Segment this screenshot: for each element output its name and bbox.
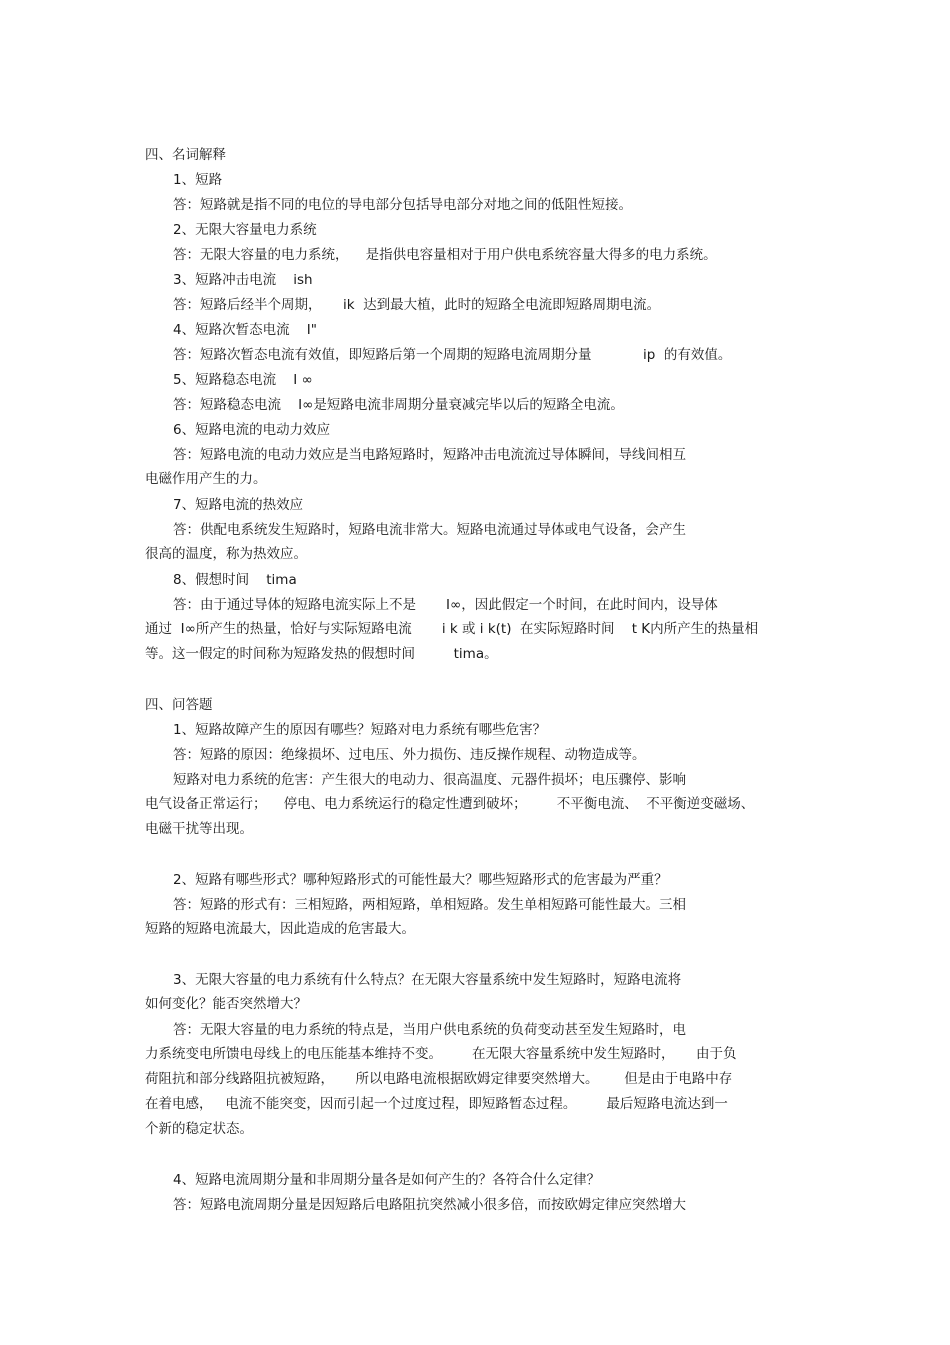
answer-line: 答：短路稳态电流 I∞是短路电流非周期分量衰减完毕以后的短路全电流。 <box>173 397 624 413</box>
answer-line: 个新的稳定状态。 <box>145 1121 253 1137</box>
term-heading: 8、假想时间 tima <box>173 572 297 588</box>
answer-line: 短路对电力系统的危害：产生很大的电动力、很高温度、元器件损坏；电压骤停、影响 <box>173 772 686 788</box>
question-line: 如何变化？能否突然增大？ <box>145 996 307 1012</box>
answer-line: 答：由于通过导体的短路电流实际上不是 I∞，因此假定一个时间，在此时间内，设导体 <box>173 597 718 613</box>
answer-line: 答：短路就是指不同的电位的导电部分包括导电部分对地之间的低阻性短接。 <box>173 197 632 213</box>
answer-line: 电气设备正常运行； 停电、电力系统运行的稳定性遭到破坏； 不平衡电流、 不平衡逆变磁场、 <box>145 796 755 812</box>
section-heading-qa: 四、问答题 <box>145 697 213 713</box>
question-line: 3、无限大容量的电力系统有什么特点？在无限大容量系统中发生短路时，短路电流将 <box>173 972 682 988</box>
answer-line: 电磁作用产生的力。 <box>145 471 267 487</box>
answer-line: 答：短路电流周期分量是因短路后电路阻抗突然减小很多倍，而按欧姆定律应突然增大 <box>173 1197 686 1213</box>
answer-line: 短路的短路电流最大，因此造成的危害最大。 <box>145 921 415 937</box>
term-heading: 1、短路 <box>173 172 223 188</box>
question-line: 4、短路电流周期分量和非周期分量各是如何产生的？各符合什么定律？ <box>173 1172 601 1188</box>
question-line: 2、短路有哪些形式？哪种短路形式的可能性最大？哪些短路形式的危害最为严重？ <box>173 872 668 888</box>
answer-line: 答：短路的形式有：三相短路，两相短路，单相短路。发生单相短路可能性最大。三相 <box>173 897 686 913</box>
question-line: 1、短路故障产生的原因有哪些？短路对电力系统有哪些危害？ <box>173 722 547 738</box>
answer-line: 答：供配电系统发生短路时，短路电流非常大。短路电流通过导体或电气设备，会产生 <box>173 522 686 538</box>
section-heading-term-definitions: 四、名词解释 <box>145 147 226 163</box>
term-heading: 4、短路次暂态电流 I" <box>173 322 317 338</box>
answer-line: 答：无限大容量的电力系统的特点是，当用户供电系统的负荷变动甚至发生短路时，电 <box>173 1022 686 1038</box>
answer-line: 电磁干扰等出现。 <box>145 821 253 837</box>
answer-line: 在着电感， 电流不能突变，因而引起一个过度过程，即短路暂态过程。 最后短路电流达到一 <box>145 1096 728 1112</box>
term-heading: 3、短路冲击电流 ish <box>173 272 313 288</box>
answer-line: 答：短路次暂态电流有效值，即短路后第一个周期的短路电流周期分量 ip 的有效值。 <box>173 347 732 363</box>
answer-line: 通过 I∞所产生的热量，恰好与实际短路电流 i k 或 i k(t) 在实际短路时间 t K内所产生的热量相 <box>145 621 759 637</box>
answer-line: 答：无限大容量的电力系统， 是指供电容量相对于用户供电系统容量大得多的电力系统。 <box>173 247 717 263</box>
term-heading: 6、短路电流的电动力效应 <box>173 422 331 438</box>
term-heading: 7、短路电流的热效应 <box>173 497 304 513</box>
answer-line: 力系统变电所馈电母线上的电压能基本维持不变。 在无限大容量系统中发生短路时， 由于负 <box>145 1046 737 1062</box>
term-heading: 5、短路稳态电流 I ∞ <box>173 372 313 388</box>
answer-line: 答：短路后经半个周期， ik 达到最大植，此时的短路全电流即短路周期电流。 <box>173 297 661 313</box>
answer-line: 答：短路的原因：绝缘损坏、过电压、外力损伤、违反操作规程、动物造成等。 <box>173 747 646 763</box>
term-heading: 2、无限大容量电力系统 <box>173 222 317 238</box>
answer-line: 很高的温度，称为热效应。 <box>145 546 307 562</box>
answer-line: 等。这一假定的时间称为短路发热的假想时间 tima。 <box>145 646 498 662</box>
answer-line: 荷阻抗和部分线路阻抗被短路， 所以电路电流根据欧姆定律要突然增大。 但是由于电路中存 <box>145 1071 733 1087</box>
answer-line: 答：短路电流的电动力效应是当电路短路时，短路冲击电流流过导体瞬间，导线间相互 <box>173 447 686 463</box>
